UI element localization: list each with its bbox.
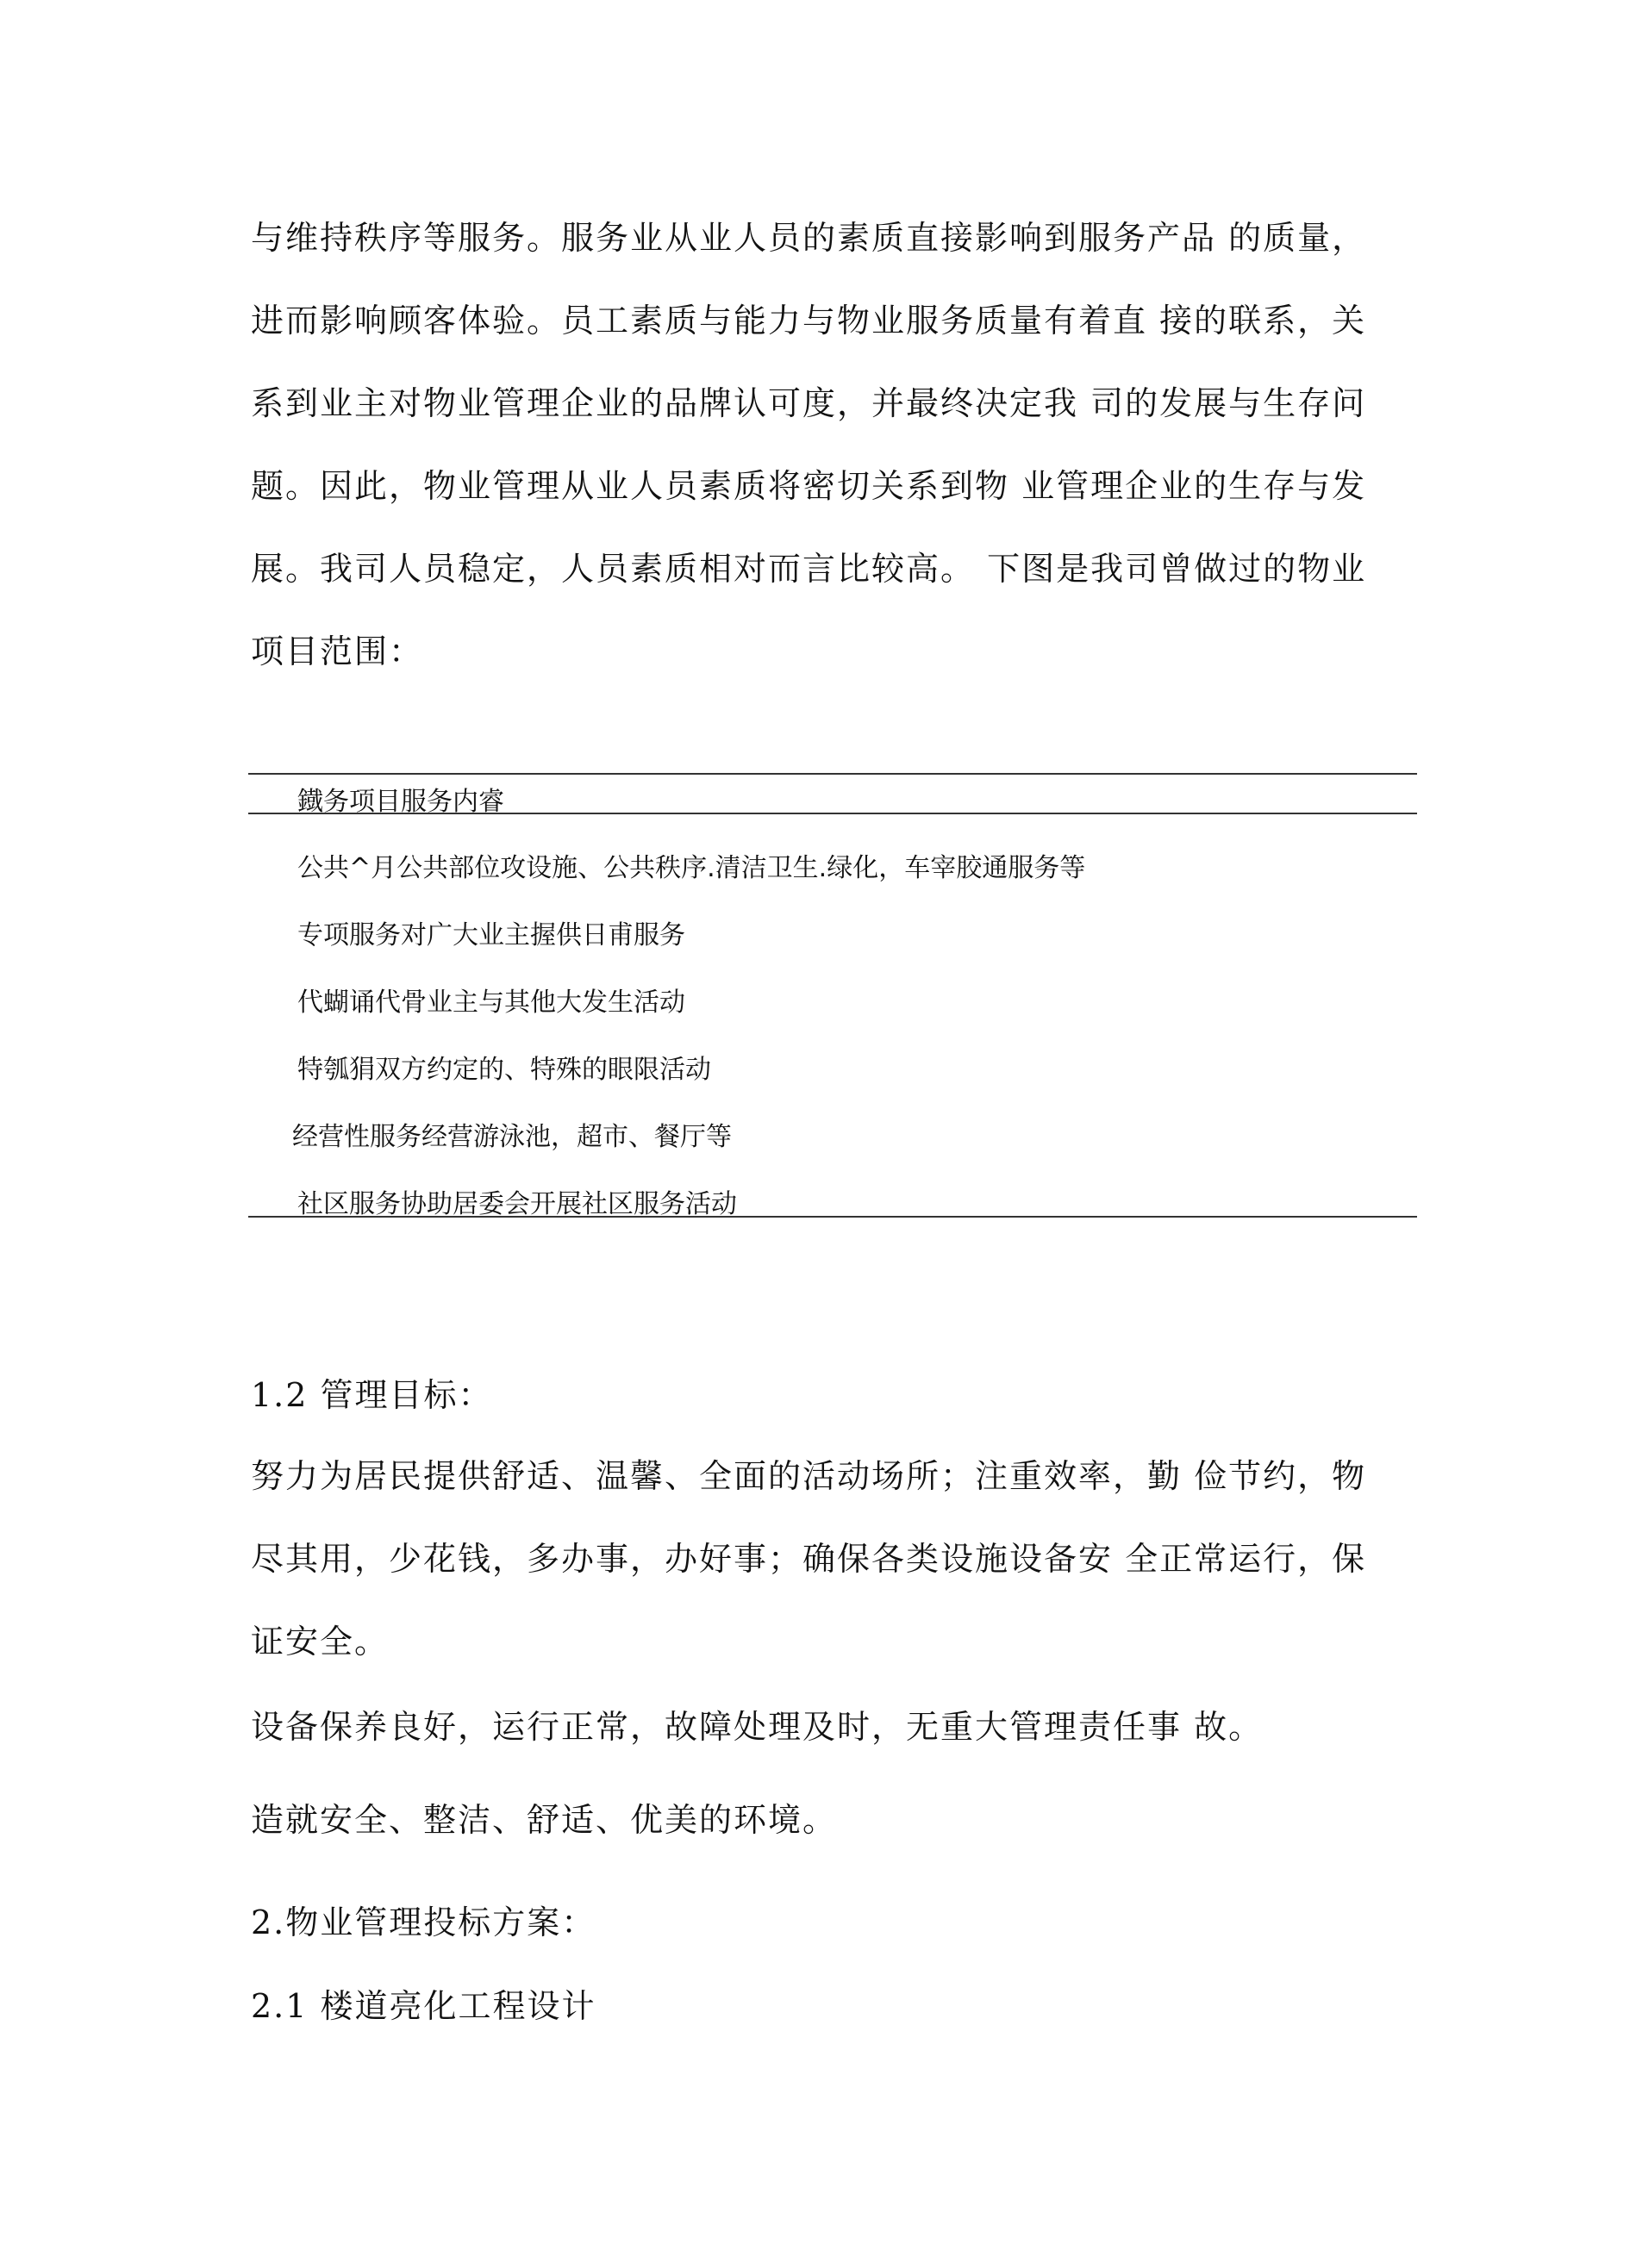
section-1-2-line-3: 证安全。 xyxy=(251,1623,390,1660)
section-1-2-goal-3: 造就安全、整洁、舒适、优美的环境。 xyxy=(251,1801,838,1839)
intro-line-3: 系到业主对物业管理企业的品牌认可度，并最终决定我 司的发展与生存问 xyxy=(251,384,1367,422)
section-1-2-line-1: 努力为居民提供舒适、温馨、全面的活动场所；注重效率，勤 俭节约，物 xyxy=(251,1457,1367,1495)
section-2-1-heading: 2.1 楼道亮化工程设计 xyxy=(251,1987,596,2025)
table-top-rule xyxy=(248,773,1417,775)
table-row: 经营性服务经营游泳池，超市、餐厅等 xyxy=(292,1122,732,1152)
table-row: 特瓠狷双方约定的、特殊的眼限活动 xyxy=(297,1055,711,1085)
section-1-2-heading: 1.2 管理目标： xyxy=(251,1376,493,1414)
table-header-rule xyxy=(248,813,1417,814)
table-row: 公共^月公共部位攻设施、公共秩序.清洁卫生.绿化，车宰胶通服务等 xyxy=(297,853,1086,883)
table-row: 专项服务对广大业主握供日甫服务 xyxy=(297,920,685,950)
table-row: 代蝴诵代骨业主与其他大发生活动 xyxy=(297,988,685,1018)
table-bottom-rule xyxy=(248,1216,1417,1218)
section-1-2-goal-2: 设备保养良好，运行正常，故障处理及时，无重大管理责任事 故。 xyxy=(251,1708,1264,1746)
table-header: 鐡务项目服务内睿 xyxy=(297,787,504,817)
intro-line-6: 项目范围： xyxy=(251,632,424,670)
intro-line-5: 展。我司人员稳定，人员素质相对而言比较高。 下图是我司曾做过的物业 xyxy=(251,550,1367,588)
table-row: 社区服务协助居委会开展社区服务活动 xyxy=(297,1189,737,1219)
intro-line-4: 题。因此，物业管理从业人员素质将密切关系到物 业管理企业的生存与发 xyxy=(251,467,1367,505)
intro-line-1: 与维持秩序等服务。服务业从业人员的素质直接影响到服务产品 的质量， xyxy=(251,219,1367,257)
section-1-2-line-2: 尽其用，少花钱，多办事，办好事；确保各类设施设备安 全正常运行，保 xyxy=(251,1540,1367,1578)
intro-line-2: 进而影响顾客体验。员工素质与能力与物业服务质量有着直 接的联系，关 xyxy=(251,302,1367,340)
section-2-heading: 2.物业管理投标方案： xyxy=(251,1904,596,1941)
